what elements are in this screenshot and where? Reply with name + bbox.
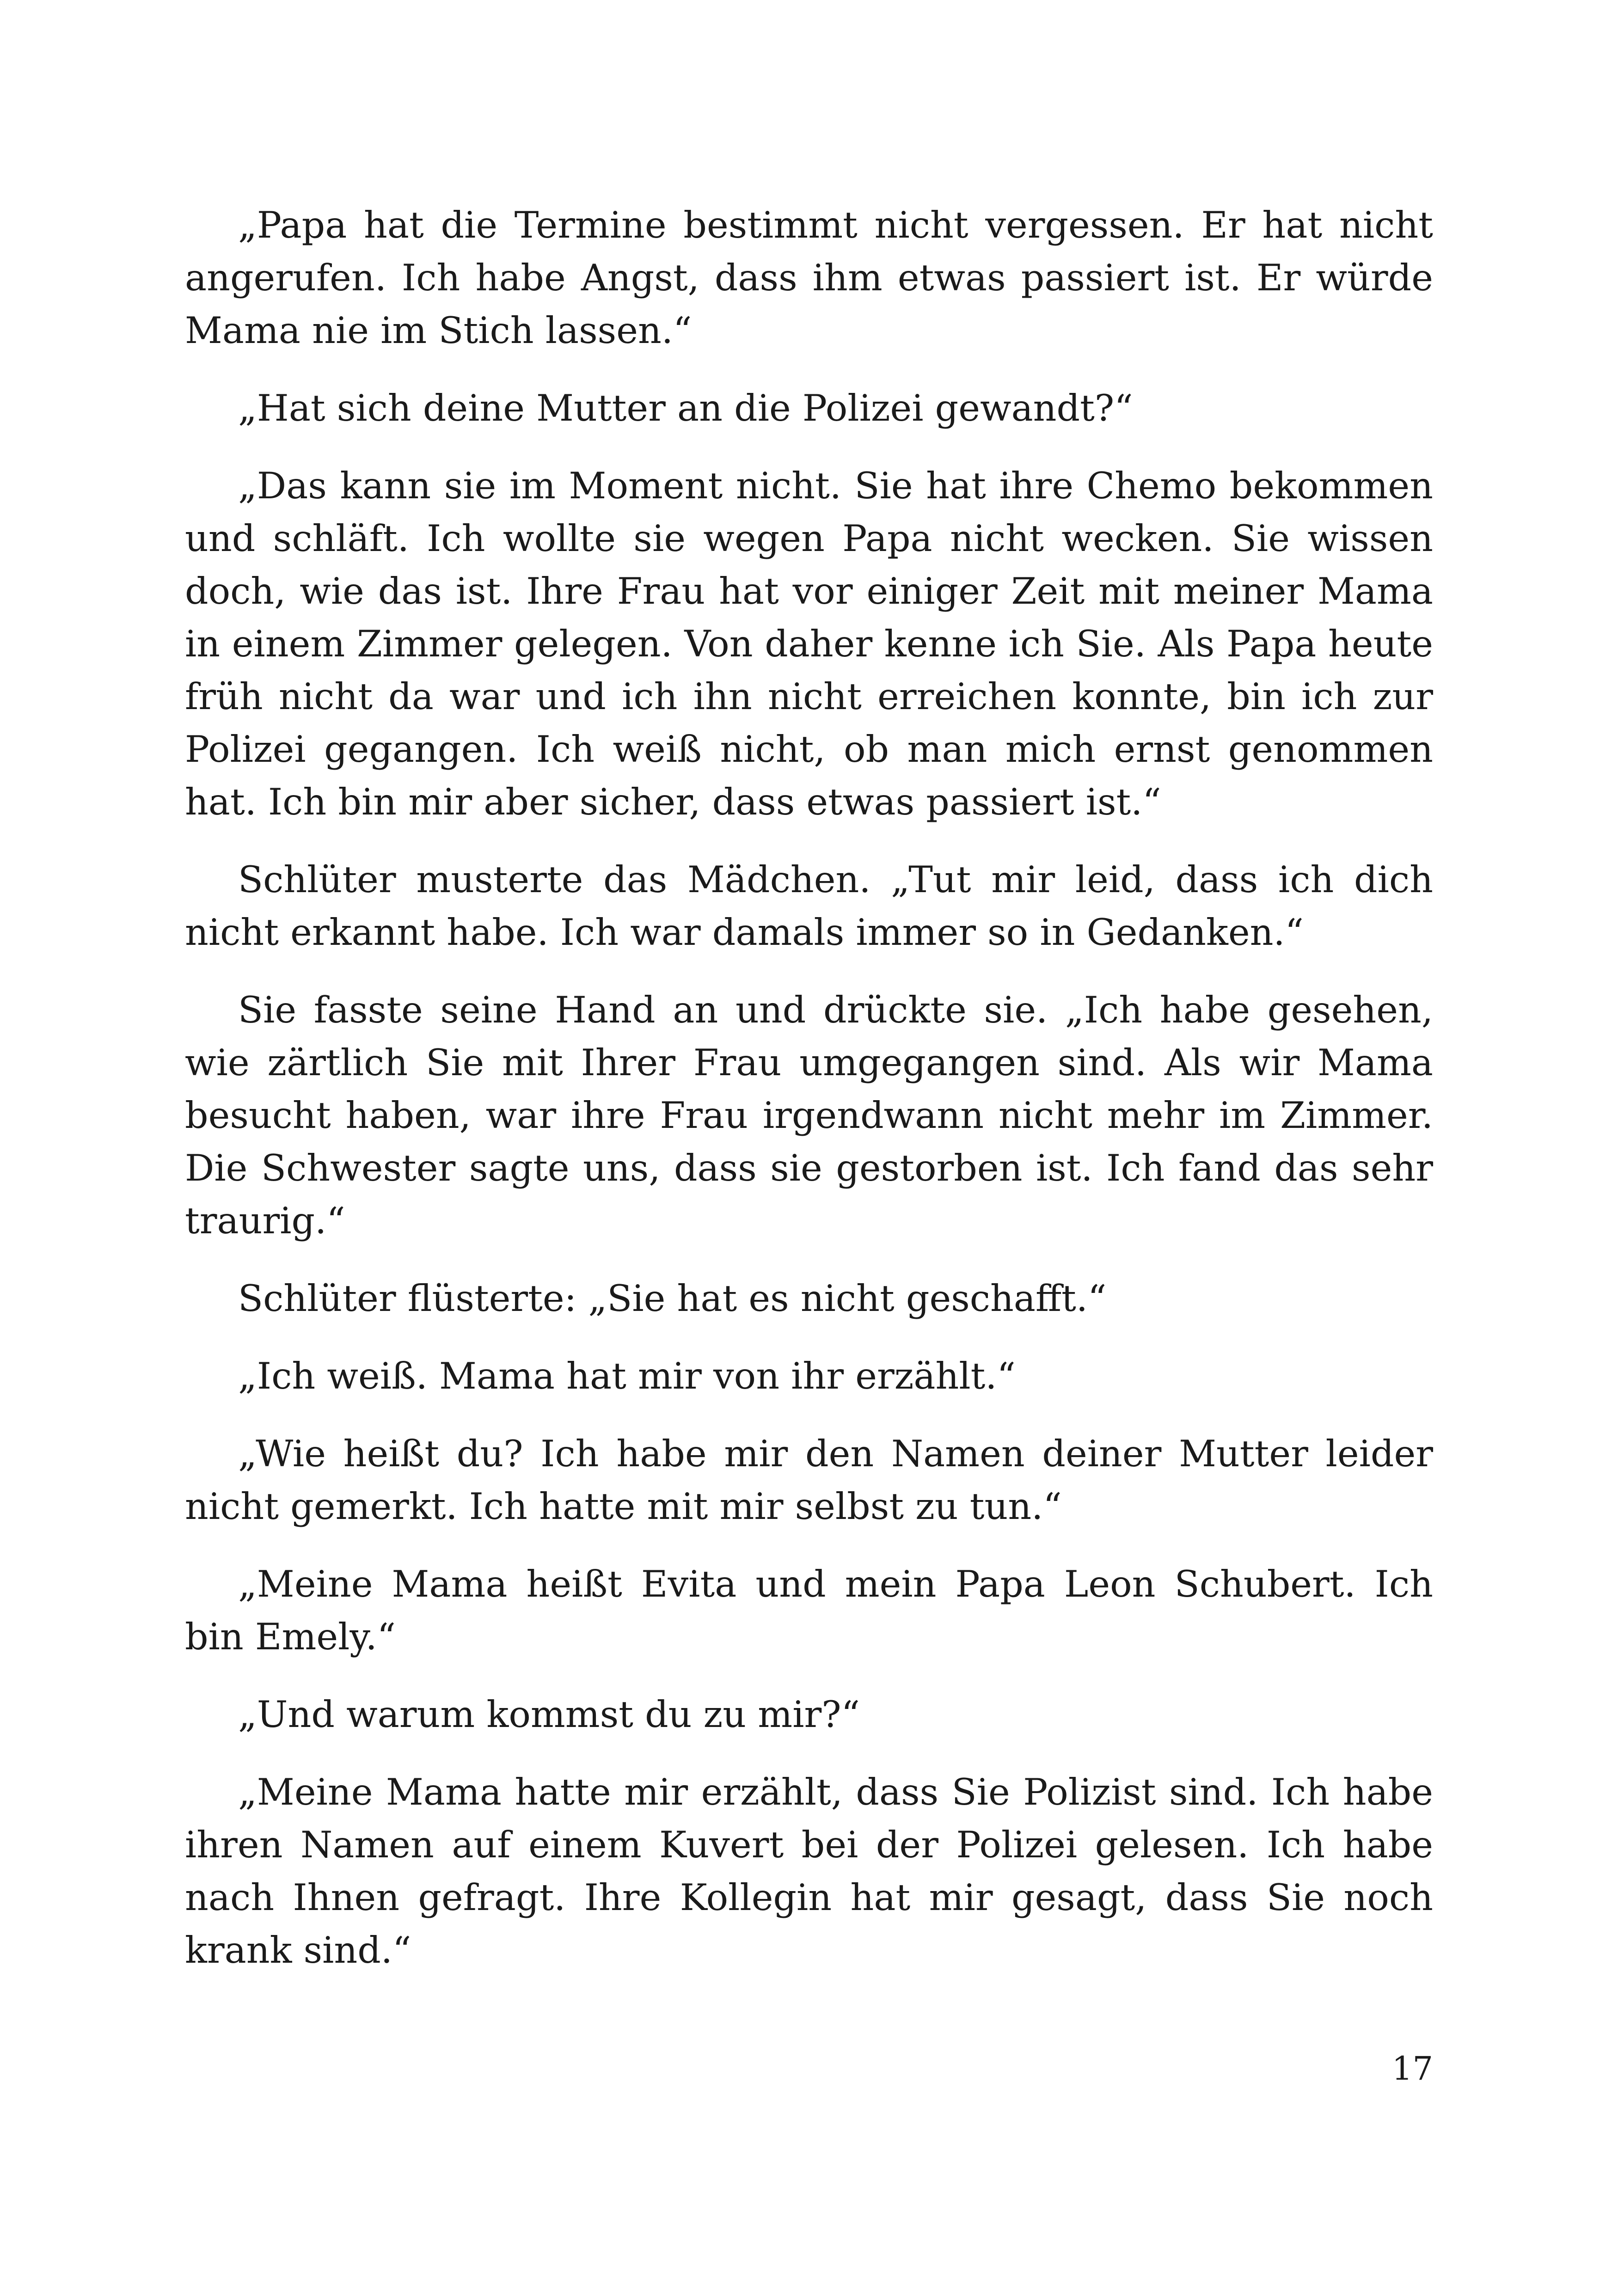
paragraph: „Das kann sie im Moment nicht. Sie hat ihre Chemo bekommen und schläft. Ich wollte sie wegen Papa nicht wecken. Sie wissen doch, wie das ist. Ihre Frau hat vor einiger Zeit mit meiner Mama in einem Zimmer gelegen. Von daher kenne ich Sie. Als Papa heute früh nicht da war und ich ihn nicht erreichen konnte, bin ich zur Polizei gegangen. Ich weiß nicht, ob man mich ernst genommen hat. Ich bin mir aber sicher, dass etwas passiert ist.“ <box>185 465 1433 823</box>
paragraph: Schlüter flüsterte: „Sie hat es nicht geschafft.“ <box>238 1277 1107 1320</box>
paragraph: „Ich weiß. Mama hat mir von ihr erzählt.“ <box>238 1355 1016 1397</box>
paragraph: „Papa hat die Termine bestimmt nicht vergessen. Er hat nicht angerufen. Ich habe Angst, dass ihm etwas passiert ist. Er würde Mama nie im Stich lassen.“ <box>185 204 1433 352</box>
paragraph: „Wie heißt du? Ich habe mir den Namen deiner Mutter leider nicht gemerkt. Ich hatte mit mir selbst zu tun.“ <box>185 1433 1433 1528</box>
paragraph: „Hat sich deine Mutter an die Polizei gewandt?“ <box>238 387 1133 429</box>
paragraph: Sie fasste seine Hand an und drückte sie. „Ich habe gesehen, wie zärtlich Sie mit Ihrer Frau umgegangen sind. Als wir Mama besucht haben, war ihre Frau irgendwann nicht mehr im Zimmer. Die Schwester sagte uns, dass sie gestorben ist. Ich fand das sehr traurig.“ <box>185 989 1433 1242</box>
page-number: 17 <box>1391 2050 1433 2088</box>
body-text <box>185 199 1433 2002</box>
paragraph: „Meine Mama heißt Evita und mein Papa Leon Schubert. Ich bin Emely.“ <box>185 1563 1433 1658</box>
paragraph: Schlüter musterte das Mädchen. „Tut mir leid, dass ich dich nicht erkannt habe. Ich war damals immer so in Gedanken.“ <box>185 858 1433 954</box>
paragraph: „Meine Mama hatte mir erzählt, dass Sie Polizist sind. Ich habe ihren Namen auf einem Kuvert bei der Polizei gelesen. Ich habe nach Ihnen gefragt. Ihre Kollegin hat mir gesagt, dass Sie noch krank sind.“ <box>185 1771 1433 1971</box>
paragraph: „Und warum kommst du zu mir?“ <box>238 1693 860 1736</box>
